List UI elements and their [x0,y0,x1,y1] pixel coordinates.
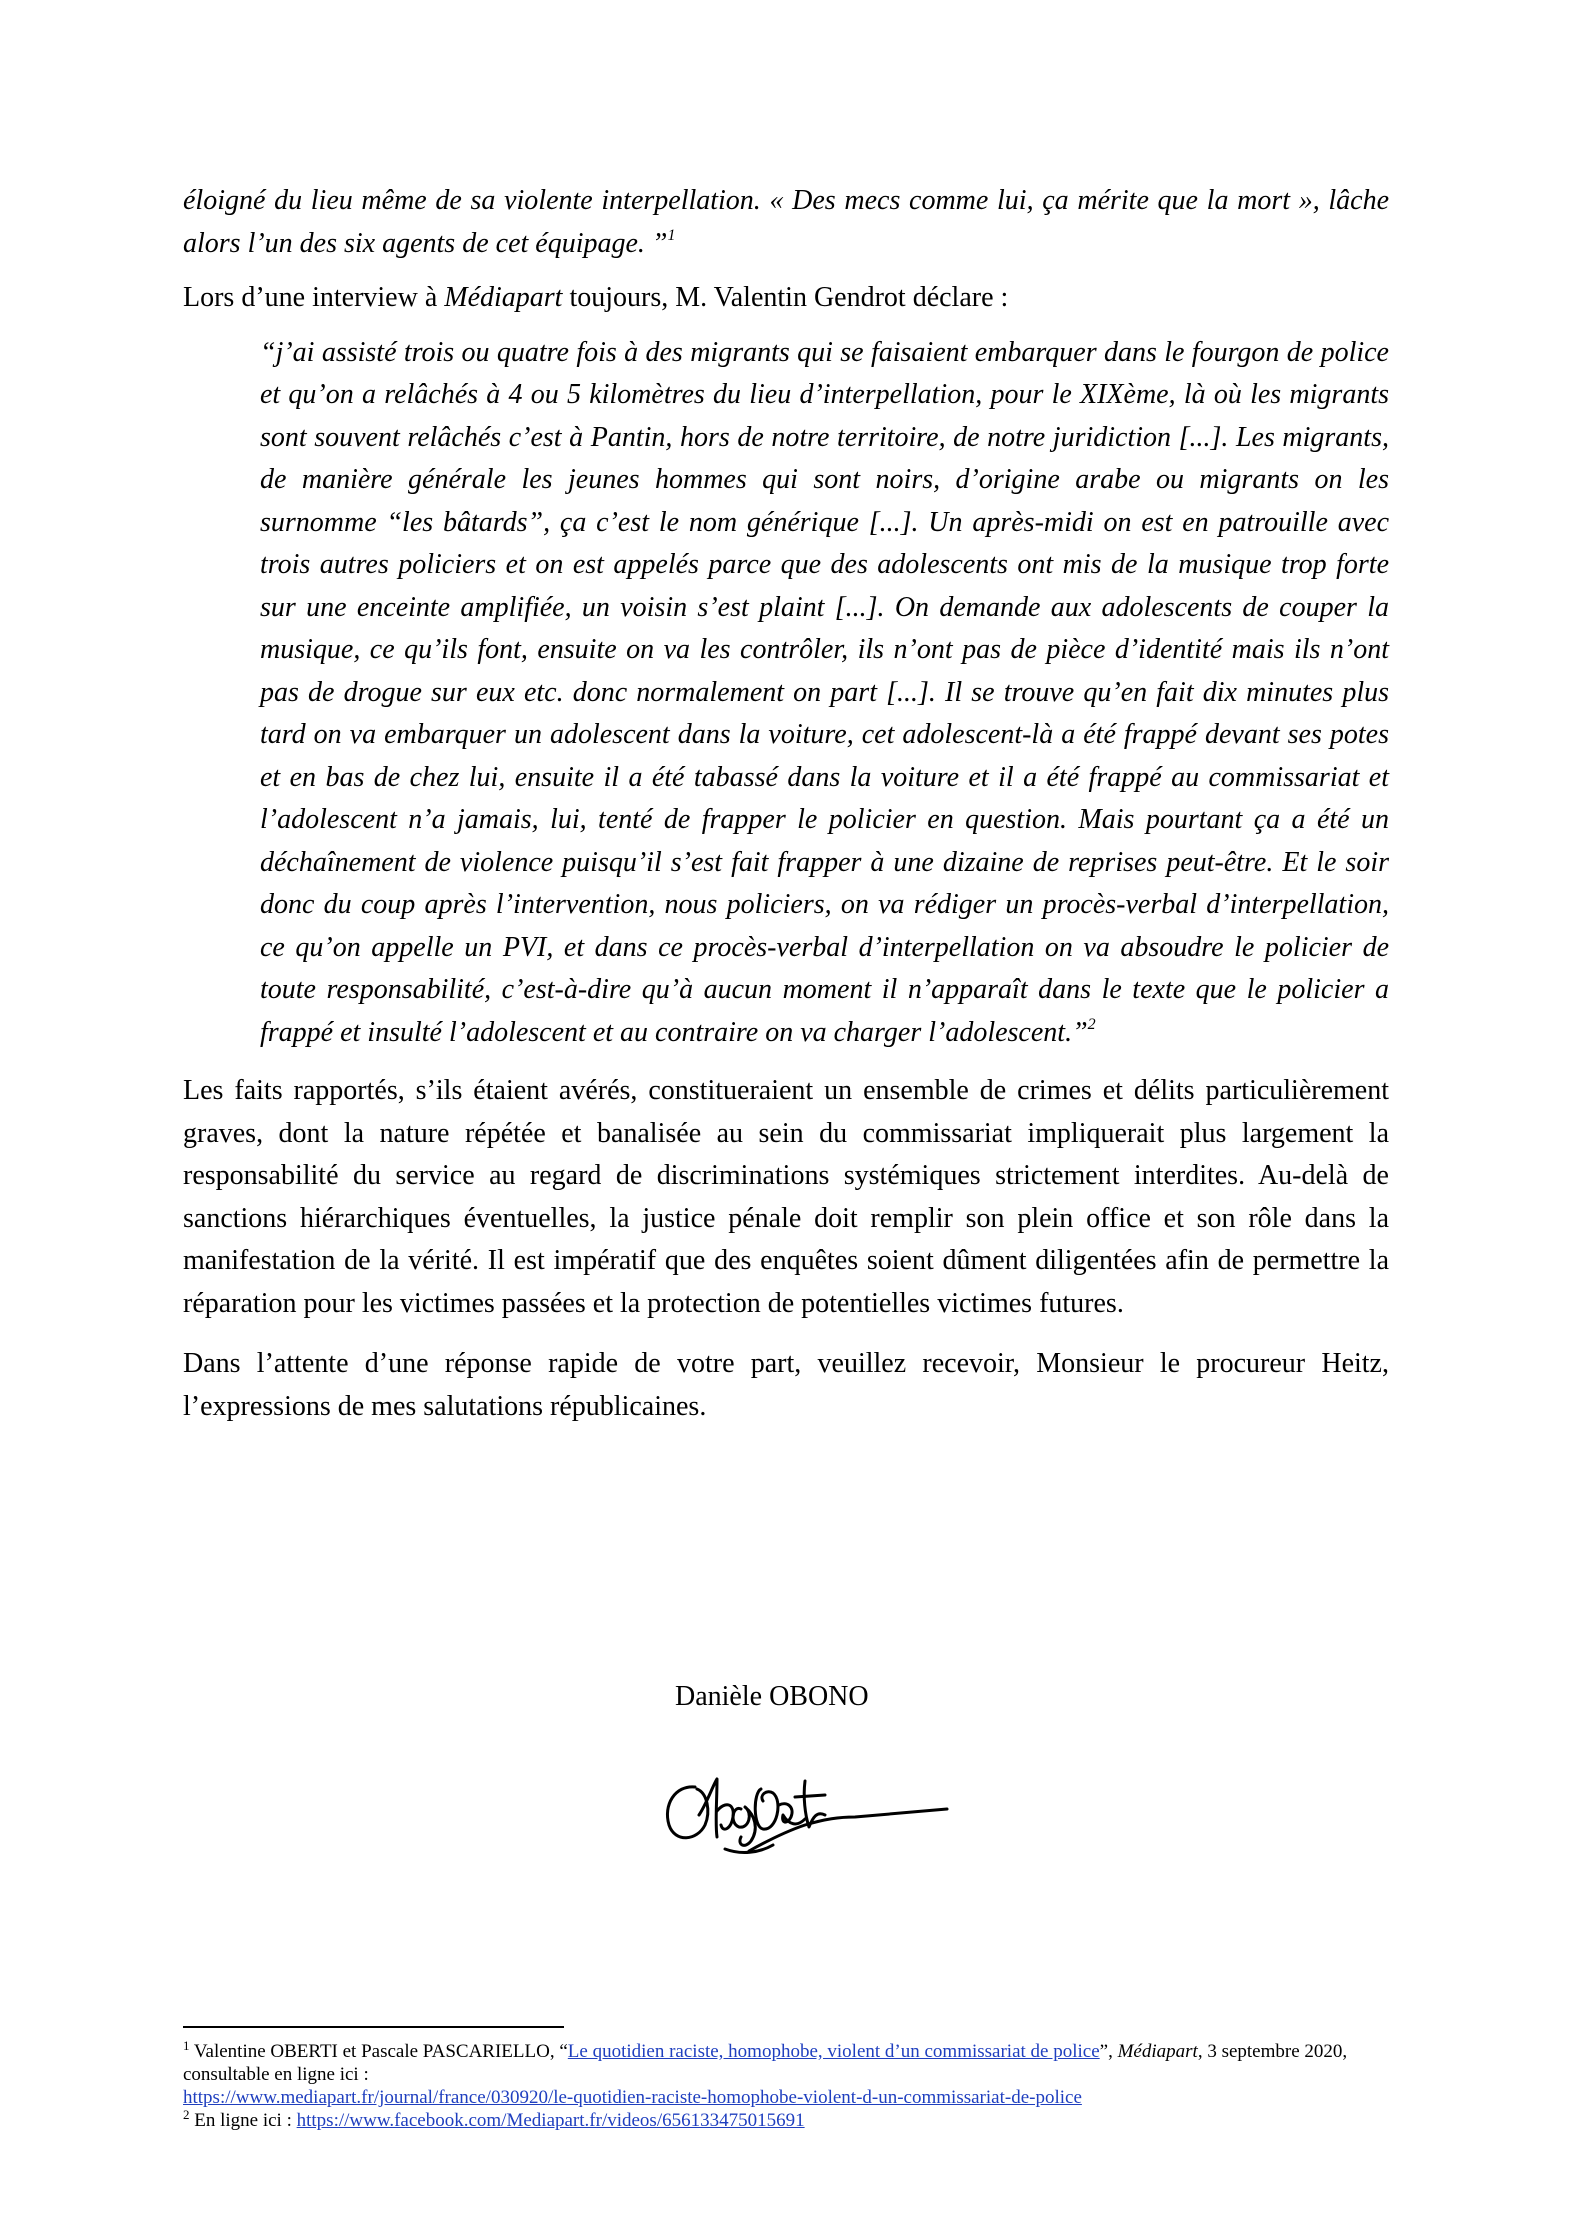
handwritten-signature [655,1745,955,1870]
footnote-2-url[interactable]: https://www.facebook.com/Mediapart.fr/videos/656133475015691 [296,2110,805,2131]
interview-intro: Lors d’une interview à Médiapart toujours, M. Valentin Gendrot déclare : [183,282,1009,313]
footnotes [183,2040,1383,2132]
footnote-1: $^1$ Valentine OBERTI et Pascale PASCARIELLO, “Le quotidien raciste, homophobe, violent d’un commissariat de police”, Médiapart, 3 septembre 2020, consultable en ligne ici : https://www.mediapart.fr/journal/france/030920/le-quotidien-raciste-homophobe-violent-d-un-commissariat-de-police [183,2038,1348,2108]
footnote-ref-2[interactable]: 2 [1087,1015,1096,1033]
quote-continuation: éloigné du lieu même de sa violente interpellation. « Des mecs comme lui, ça mérite que la mort », lâche alors l’un des six agents de cet équipage. ”$^1$ [183,185,1389,259]
letter-body [183,180,1389,1446]
footnote-separator [183,2026,564,2028]
testimony-quote: “j’ai assisté trois ou quatre fois à des migrants qui se faisaient embarquer dans le fourgon de police et qu’on a relâchés à 4 ou 5 kilomètres du lieu d’interpellation, pour le XIXème, là où les migrants sont souvent relâchés c’est à Pantin, hors de notre territoire, de notre juridiction [...]. Les migrants, de manière générale les jeunes hommes qui sont noirs, d’origine arabe ou migrants on les surnomme “les bâtards”, ça c’est le nom générique [...]. Un après-midi on est en patrouille avec trois autres policiers et on est appelés parce que des adolescents ont mis de la musique trop forte sur une enceinte amplifiée, un voisin s’est plaint [...]. On demande aux adolescents de couper la musique, ce qu’ils font, ensuite on va les contrôler, ils n’ont pas de pièce d’identité mais ils n’ont pas de drogue sur eux etc. donc normalement on part [...]. Il se trouve qu’en fait dix minutes plus tard on va embarquer un adolescent dans la voiture, cet adolescent-là a été frappé devant ses potes et en bas de chez lui, ensuite il a été tabassé dans la voiture et il a été frappé au commissariat et l’adolescent n’a jamais, lui, tenté de frapper le policier en question. Mais pourtant ça a été un déchaînement de violence puisqu’il s’est fait frapper à une dizaine de reprises peut-être. Et le soir donc du coup après l’intervention, nous policiers, on va rédiger un procès-verbal d’interpellation, ce qu’on appelle un PVI, et dans ce procès-verbal d’interpellation on va absoudre le policier de toute responsabilité, c’est-à-dire qu’à aucun moment il n’apparaît dans le texte que le policier a frappé et insulté l’adolescent et au contraire on va charger l’adolescent.”$^2$ [260,336,1389,1048]
footnote-2: $^2$ En ligne ici : https://www.facebook.com/Mediapart.fr/videos/656133475015691 [183,2107,805,2131]
footnote-1-title-link[interactable]: Le quotidien raciste, homophobe, violent d’un commissariat de police [567,2041,1100,2062]
signatory-name: Danièle OBONO [675,1681,869,1712]
source-name: Médiapart [444,282,563,313]
footnote-1-url[interactable]: https://www.mediapart.fr/journal/france/030920/le-quotidien-raciste-homophobe-violent-d-un-commissariat-de-police [183,2087,1082,2108]
paragraph-closing: Dans l’attente d’une réponse rapide de votre part, veuillez recevoir, Monsieur le procureur Heitz, l’expressions de mes salutations républicaines. [183,1348,1389,1422]
footnote-ref-1[interactable]: 1 [667,226,676,244]
paragraph-facts: Les faits rapportés, s’ils étaient avérés, constitueraient un ensemble de crimes et délits particulièrement graves, dont la nature répétée et banalisée au sein du commissariat impliquerait plus largement la responsabilité du service au regard de discriminations systémiques strictement interdites. Au-delà de sanctions hiérarchiques éventuelles, la justice pénale doit remplir son plein office et son rôle dans la manifestation de la vérité. Il est impératif que des enquêtes soient dûment diligentées afin de permettre la réparation pour les victimes passées et la protection de potentielles victimes futures. [183,1075,1389,1319]
